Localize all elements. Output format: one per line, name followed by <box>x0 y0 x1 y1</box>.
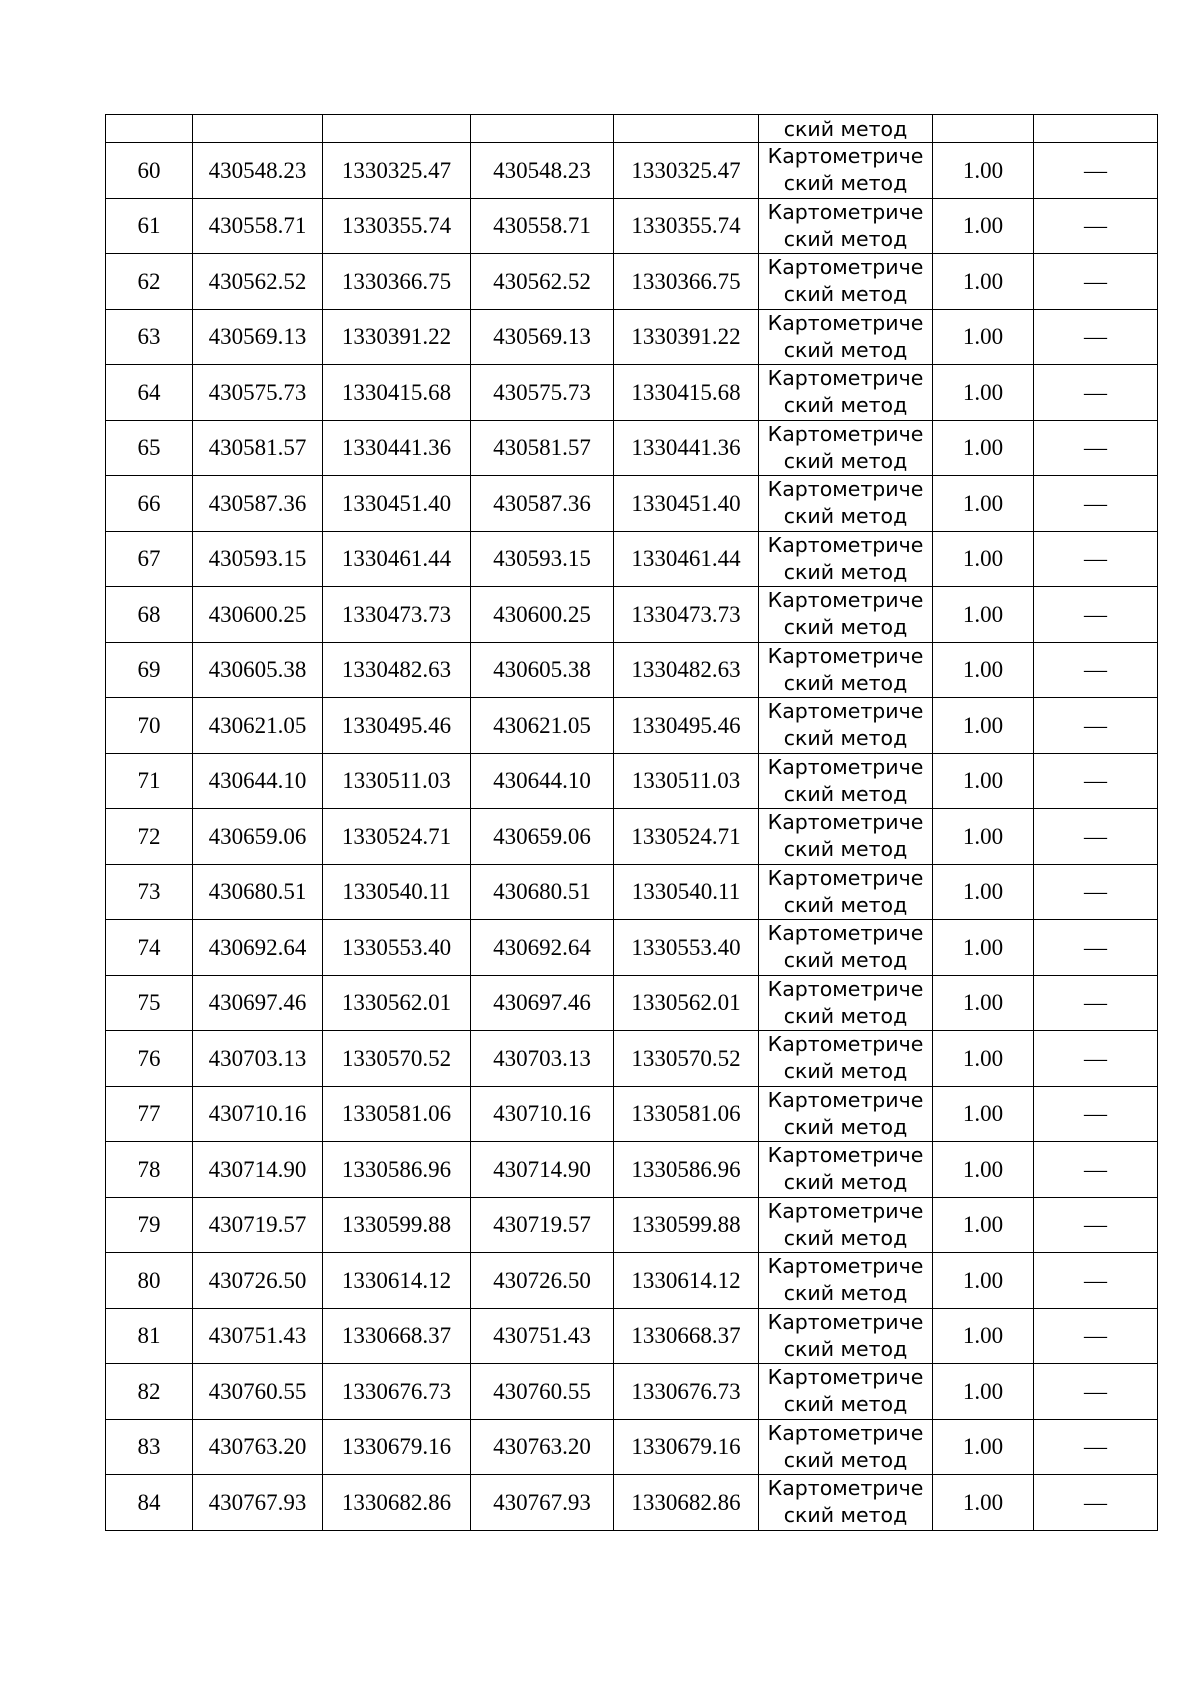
cell-y-existing: 1330355.74 <box>323 198 471 254</box>
cell-y-refined: 1330441.36 <box>614 420 759 476</box>
method-line-1: Картометриче <box>767 1198 924 1223</box>
cell-y-existing: 1330325.47 <box>323 143 471 199</box>
table-row <box>106 1142 1158 1198</box>
cell-method <box>759 698 933 754</box>
cell-note: — <box>1034 1419 1158 1475</box>
cell-method <box>759 1419 933 1475</box>
cell-accuracy: 1.00 <box>933 809 1034 865</box>
cell-x-existing: 430621.05 <box>193 698 323 754</box>
table-row <box>106 698 1158 754</box>
cell-note: — <box>1034 809 1158 865</box>
cell-accuracy: 1.00 <box>933 476 1034 532</box>
cell-x-refined: 430760.55 <box>471 1364 614 1420</box>
table-row <box>106 198 1158 254</box>
cell-point-number: 74 <box>106 920 193 976</box>
cell-point-number: 68 <box>106 587 193 643</box>
cell-accuracy: 1.00 <box>933 143 1034 199</box>
cell-y-refined: 1330614.12 <box>614 1253 759 1309</box>
method-line-2: ский метод <box>783 1281 908 1306</box>
method-line-1: Картометриче <box>767 1087 924 1112</box>
cell-note: — <box>1034 642 1158 698</box>
cell-note: — <box>1034 587 1158 643</box>
cell-y-existing: 1330586.96 <box>323 1142 471 1198</box>
method-line-2: ский метод <box>783 1114 908 1139</box>
cell-accuracy: 1.00 <box>933 198 1034 254</box>
cell-method <box>759 254 933 310</box>
cell-point-number: 83 <box>106 1419 193 1475</box>
table-row <box>106 420 1158 476</box>
continuation-row <box>106 115 1158 143</box>
cell-y-existing: 1330540.11 <box>323 864 471 920</box>
table-row <box>106 587 1158 643</box>
cell-x-existing: 430581.57 <box>193 420 323 476</box>
cell-accuracy: 1.00 <box>933 309 1034 365</box>
cell-note: — <box>1034 476 1158 532</box>
cell-y-refined: 1330325.47 <box>614 143 759 199</box>
method-line-2: ский метод <box>783 393 908 418</box>
table-row <box>106 143 1158 199</box>
method-line-1: Картометриче <box>767 699 924 724</box>
method-line-2: ский метод <box>783 837 908 862</box>
method-line-2: ский метод <box>783 448 908 473</box>
cell-y-existing: 1330415.68 <box>323 365 471 421</box>
cell-y-refined: 1330415.68 <box>614 365 759 421</box>
cell-point-number: 64 <box>106 365 193 421</box>
table-row <box>106 920 1158 976</box>
cell-y-refined: 1330562.01 <box>614 975 759 1031</box>
cell-x-refined: 430587.36 <box>471 476 614 532</box>
cell-x-refined: 430767.93 <box>471 1475 614 1531</box>
cell-accuracy: 1.00 <box>933 698 1034 754</box>
method-line-1: Картометриче <box>767 144 924 169</box>
cell-point-number: 67 <box>106 531 193 587</box>
table-row <box>106 1308 1158 1364</box>
cell-note: — <box>1034 309 1158 365</box>
cell-x-existing: 430726.50 <box>193 1253 323 1309</box>
cell-x-refined <box>471 115 614 143</box>
method-line-1: Картометриче <box>767 921 924 946</box>
cell-y-refined: 1330461.44 <box>614 531 759 587</box>
cell-x-existing: 430710.16 <box>193 1086 323 1142</box>
cell-x-refined: 430593.15 <box>471 531 614 587</box>
cell-x-existing: 430659.06 <box>193 809 323 865</box>
cell-note: — <box>1034 975 1158 1031</box>
cell-x-refined: 430697.46 <box>471 975 614 1031</box>
cell-y-existing: 1330482.63 <box>323 642 471 698</box>
cell-y-existing: 1330461.44 <box>323 531 471 587</box>
method-line-1: Картометриче <box>767 255 924 280</box>
cell-note: — <box>1034 420 1158 476</box>
cell-x-existing: 430644.10 <box>193 753 323 809</box>
cell-note: — <box>1034 920 1158 976</box>
method-line-2: ский метод <box>783 559 908 584</box>
cell-x-existing: 430697.46 <box>193 975 323 1031</box>
cell-method <box>759 476 933 532</box>
cell-y-refined: 1330482.63 <box>614 642 759 698</box>
method-line-1: Картометриче <box>767 1476 924 1501</box>
cell-y-refined: 1330679.16 <box>614 1419 759 1475</box>
table-row <box>106 1197 1158 1253</box>
method-line-1: Картометриче <box>767 477 924 502</box>
table-row <box>106 309 1158 365</box>
cell-point-number: 84 <box>106 1475 193 1531</box>
cell-y-existing: 1330391.22 <box>323 309 471 365</box>
cell-method <box>759 920 933 976</box>
cell-accuracy: 1.00 <box>933 975 1034 1031</box>
cell-x-refined: 430763.20 <box>471 1419 614 1475</box>
method-line-2: ский метод <box>783 1503 908 1528</box>
cell-y-existing: 1330441.36 <box>323 420 471 476</box>
cell-x-refined: 430659.06 <box>471 809 614 865</box>
cell-y-existing: 1330679.16 <box>323 1419 471 1475</box>
cell-y-existing: 1330553.40 <box>323 920 471 976</box>
cell-method <box>759 753 933 809</box>
coordinates-table <box>105 114 1158 1531</box>
cell-y-existing: 1330524.71 <box>323 809 471 865</box>
cell-y-refined: 1330524.71 <box>614 809 759 865</box>
cell-note: — <box>1034 143 1158 199</box>
cell-x-refined: 430692.64 <box>471 920 614 976</box>
method-line-1: Картометриче <box>767 532 924 557</box>
method-line-2: ский метод <box>783 1392 908 1417</box>
cell-method <box>759 587 933 643</box>
cell-y-refined: 1330451.40 <box>614 476 759 532</box>
cell-method <box>759 1308 933 1364</box>
method-line-1: Картометриче <box>767 588 924 613</box>
cell-x-refined: 430710.16 <box>471 1086 614 1142</box>
cell-y-refined: 1330391.22 <box>614 309 759 365</box>
cell-y-existing: 1330570.52 <box>323 1031 471 1087</box>
cell-point-number: 63 <box>106 309 193 365</box>
cell-accuracy: 1.00 <box>933 254 1034 310</box>
cell-method-tail: ский метод <box>759 115 933 143</box>
table-body <box>106 115 1158 1531</box>
cell-y-refined: 1330682.86 <box>614 1475 759 1531</box>
method-line-1: Картометриче <box>767 976 924 1001</box>
cell-x-existing: 430703.13 <box>193 1031 323 1087</box>
cell-accuracy: 1.00 <box>933 587 1034 643</box>
cell-point-number: 65 <box>106 420 193 476</box>
table-row <box>106 1031 1158 1087</box>
cell-y-refined: 1330495.46 <box>614 698 759 754</box>
method-line-2: ский метод <box>783 1003 908 1028</box>
method-line-1: Картометриче <box>767 199 924 224</box>
table-row <box>106 753 1158 809</box>
cell-x-existing: 430593.15 <box>193 531 323 587</box>
cell-y-refined: 1330581.06 <box>614 1086 759 1142</box>
table-row <box>106 642 1158 698</box>
cell-method <box>759 420 933 476</box>
method-line-2: ский метод <box>783 948 908 973</box>
cell-accuracy: 1.00 <box>933 1364 1034 1420</box>
cell-y-refined: 1330355.74 <box>614 198 759 254</box>
cell-note: — <box>1034 1197 1158 1253</box>
method-line-1: Картометриче <box>767 1365 924 1390</box>
method-line-1: Картометриче <box>767 1254 924 1279</box>
cell-x-refined: 430644.10 <box>471 753 614 809</box>
cell-point-number: 75 <box>106 975 193 1031</box>
cell-x-refined: 430581.57 <box>471 420 614 476</box>
cell-accuracy: 1.00 <box>933 920 1034 976</box>
cell-y-existing: 1330668.37 <box>323 1308 471 1364</box>
cell-note: — <box>1034 365 1158 421</box>
table-row <box>106 1475 1158 1531</box>
method-line-2: ский метод <box>783 1225 908 1250</box>
cell-x-existing: 430751.43 <box>193 1308 323 1364</box>
method-line-1: Картометриче <box>767 1420 924 1445</box>
cell-y-existing: 1330599.88 <box>323 1197 471 1253</box>
cell-accuracy: 1.00 <box>933 1419 1034 1475</box>
cell-accuracy: 1.00 <box>933 531 1034 587</box>
cell-accuracy: 1.00 <box>933 1086 1034 1142</box>
cell-accuracy: 1.00 <box>933 1142 1034 1198</box>
cell-method <box>759 1197 933 1253</box>
cell-x-existing: 430767.93 <box>193 1475 323 1531</box>
table-row <box>106 365 1158 421</box>
cell-x-refined: 430605.38 <box>471 642 614 698</box>
cell-accuracy: 1.00 <box>933 1197 1034 1253</box>
cell-x-existing: 430587.36 <box>193 476 323 532</box>
cell-x-existing: 430760.55 <box>193 1364 323 1420</box>
cell-note: — <box>1034 1475 1158 1531</box>
cell-y-existing: 1330614.12 <box>323 1253 471 1309</box>
method-line-2: ский метод <box>783 1447 908 1472</box>
cell-x-refined: 430575.73 <box>471 365 614 421</box>
cell-x-existing: 430692.64 <box>193 920 323 976</box>
table-row <box>106 531 1158 587</box>
cell-x-refined: 430621.05 <box>471 698 614 754</box>
cell-x-existing: 430548.23 <box>193 143 323 199</box>
cell-method <box>759 531 933 587</box>
cell-x-existing: 430719.57 <box>193 1197 323 1253</box>
table-row <box>106 1253 1158 1309</box>
cell-method <box>759 365 933 421</box>
method-line-2: ский метод <box>783 226 908 251</box>
cell-point-number: 73 <box>106 864 193 920</box>
cell-x-existing: 430714.90 <box>193 1142 323 1198</box>
cell-x-refined: 430569.13 <box>471 309 614 365</box>
method-line-1: Картометриче <box>767 421 924 446</box>
cell-x-existing <box>193 115 323 143</box>
cell-y-refined: 1330553.40 <box>614 920 759 976</box>
cell-y-existing: 1330511.03 <box>323 753 471 809</box>
cell-x-refined: 430751.43 <box>471 1308 614 1364</box>
cell-method <box>759 1475 933 1531</box>
cell-method <box>759 975 933 1031</box>
cell-note: — <box>1034 753 1158 809</box>
cell-x-existing: 430562.52 <box>193 254 323 310</box>
cell-note: — <box>1034 1308 1158 1364</box>
cell-point-number: 72 <box>106 809 193 865</box>
cell-point-number: 78 <box>106 1142 193 1198</box>
method-line-2: ский метод <box>783 670 908 695</box>
method-line-1: Картометриче <box>767 1032 924 1057</box>
cell-x-refined: 430719.57 <box>471 1197 614 1253</box>
method-line-2: ский метод <box>783 337 908 362</box>
cell-method <box>759 309 933 365</box>
method-line-2: ский метод <box>783 171 908 196</box>
method-line-1: Картометриче <box>767 1143 924 1168</box>
method-line-1: Картометриче <box>767 310 924 335</box>
method-line-1: Картометриче <box>767 810 924 835</box>
cell-note: — <box>1034 1253 1158 1309</box>
method-line-2: ский метод <box>783 726 908 751</box>
cell-accuracy: 1.00 <box>933 753 1034 809</box>
cell-point-number: 76 <box>106 1031 193 1087</box>
cell-x-refined: 430703.13 <box>471 1031 614 1087</box>
cell-y-existing <box>323 115 471 143</box>
cell-accuracy: 1.00 <box>933 1475 1034 1531</box>
cell-note: — <box>1034 254 1158 310</box>
cell-x-refined: 430562.52 <box>471 254 614 310</box>
cell-note: — <box>1034 531 1158 587</box>
cell-note: — <box>1034 698 1158 754</box>
cell-y-refined: 1330668.37 <box>614 1308 759 1364</box>
method-line-2: ский метод <box>783 781 908 806</box>
cell-y-existing: 1330676.73 <box>323 1364 471 1420</box>
cell-point-number: 69 <box>106 642 193 698</box>
cell-x-existing: 430600.25 <box>193 587 323 643</box>
method-line-2: ский метод <box>783 892 908 917</box>
method-line-1: Картометриче <box>767 366 924 391</box>
cell-y-existing: 1330581.06 <box>323 1086 471 1142</box>
cell-point-number: 66 <box>106 476 193 532</box>
cell-accuracy: 1.00 <box>933 1031 1034 1087</box>
cell-point-number: 79 <box>106 1197 193 1253</box>
cell-method <box>759 1142 933 1198</box>
cell-note: — <box>1034 1086 1158 1142</box>
cell-method <box>759 1364 933 1420</box>
cell-x-refined: 430600.25 <box>471 587 614 643</box>
cell-x-existing: 430558.71 <box>193 198 323 254</box>
cell-y-existing: 1330562.01 <box>323 975 471 1031</box>
cell-method <box>759 1086 933 1142</box>
method-line-2: ский метод <box>783 615 908 640</box>
cell-x-existing: 430575.73 <box>193 365 323 421</box>
table-row <box>106 864 1158 920</box>
cell-point-number: 70 <box>106 698 193 754</box>
cell-x-existing: 430605.38 <box>193 642 323 698</box>
method-line-1: Картометриче <box>767 643 924 668</box>
cell-note <box>1034 115 1158 143</box>
method-line-2: ский метод <box>783 282 908 307</box>
method-line-2: ский метод <box>783 1170 908 1195</box>
table-row <box>106 1419 1158 1475</box>
cell-accuracy <box>933 115 1034 143</box>
cell-note: — <box>1034 1364 1158 1420</box>
method-line-1: Картометриче <box>767 754 924 779</box>
cell-x-existing: 430763.20 <box>193 1419 323 1475</box>
cell-x-refined: 430558.71 <box>471 198 614 254</box>
cell-y-refined: 1330570.52 <box>614 1031 759 1087</box>
cell-y-refined <box>614 115 759 143</box>
cell-point-number: 82 <box>106 1364 193 1420</box>
cell-point-number: 77 <box>106 1086 193 1142</box>
method-line-1: Картометриче <box>767 865 924 890</box>
cell-x-refined: 430548.23 <box>471 143 614 199</box>
cell-note: — <box>1034 198 1158 254</box>
cell-point-number <box>106 115 193 143</box>
cell-y-existing: 1330366.75 <box>323 254 471 310</box>
method-line-2: ский метод <box>783 1059 908 1084</box>
table-row <box>106 975 1158 1031</box>
cell-note: — <box>1034 1142 1158 1198</box>
cell-method <box>759 809 933 865</box>
table-row <box>106 809 1158 865</box>
cell-point-number: 81 <box>106 1308 193 1364</box>
cell-accuracy: 1.00 <box>933 1253 1034 1309</box>
table-row <box>106 1364 1158 1420</box>
cell-method <box>759 642 933 698</box>
cell-y-existing: 1330473.73 <box>323 587 471 643</box>
table-row <box>106 476 1158 532</box>
cell-accuracy: 1.00 <box>933 864 1034 920</box>
cell-method <box>759 198 933 254</box>
method-line-2: ский метод <box>783 504 908 529</box>
cell-note: — <box>1034 1031 1158 1087</box>
cell-point-number: 61 <box>106 198 193 254</box>
cell-y-existing: 1330451.40 <box>323 476 471 532</box>
cell-y-refined: 1330599.88 <box>614 1197 759 1253</box>
cell-accuracy: 1.00 <box>933 642 1034 698</box>
cell-x-refined: 430714.90 <box>471 1142 614 1198</box>
cell-method <box>759 1253 933 1309</box>
table-row <box>106 254 1158 310</box>
cell-y-refined: 1330511.03 <box>614 753 759 809</box>
cell-method <box>759 1031 933 1087</box>
cell-method <box>759 143 933 199</box>
cell-method <box>759 864 933 920</box>
cell-accuracy: 1.00 <box>933 1308 1034 1364</box>
cell-accuracy: 1.00 <box>933 365 1034 421</box>
cell-point-number: 60 <box>106 143 193 199</box>
cell-y-refined: 1330676.73 <box>614 1364 759 1420</box>
cell-y-refined: 1330366.75 <box>614 254 759 310</box>
method-line-2: ский метод <box>783 1336 908 1361</box>
cell-point-number: 62 <box>106 254 193 310</box>
cell-accuracy: 1.00 <box>933 420 1034 476</box>
cell-y-refined: 1330473.73 <box>614 587 759 643</box>
table-row <box>106 1086 1158 1142</box>
cell-x-refined: 430726.50 <box>471 1253 614 1309</box>
cell-y-existing: 1330495.46 <box>323 698 471 754</box>
cell-y-refined: 1330586.96 <box>614 1142 759 1198</box>
cell-x-refined: 430680.51 <box>471 864 614 920</box>
cell-x-existing: 430680.51 <box>193 864 323 920</box>
cell-point-number: 80 <box>106 1253 193 1309</box>
cell-y-refined: 1330540.11 <box>614 864 759 920</box>
cell-x-existing: 430569.13 <box>193 309 323 365</box>
cell-point-number: 71 <box>106 753 193 809</box>
method-line-1: Картометриче <box>767 1309 924 1334</box>
cell-note: — <box>1034 864 1158 920</box>
cell-y-existing: 1330682.86 <box>323 1475 471 1531</box>
